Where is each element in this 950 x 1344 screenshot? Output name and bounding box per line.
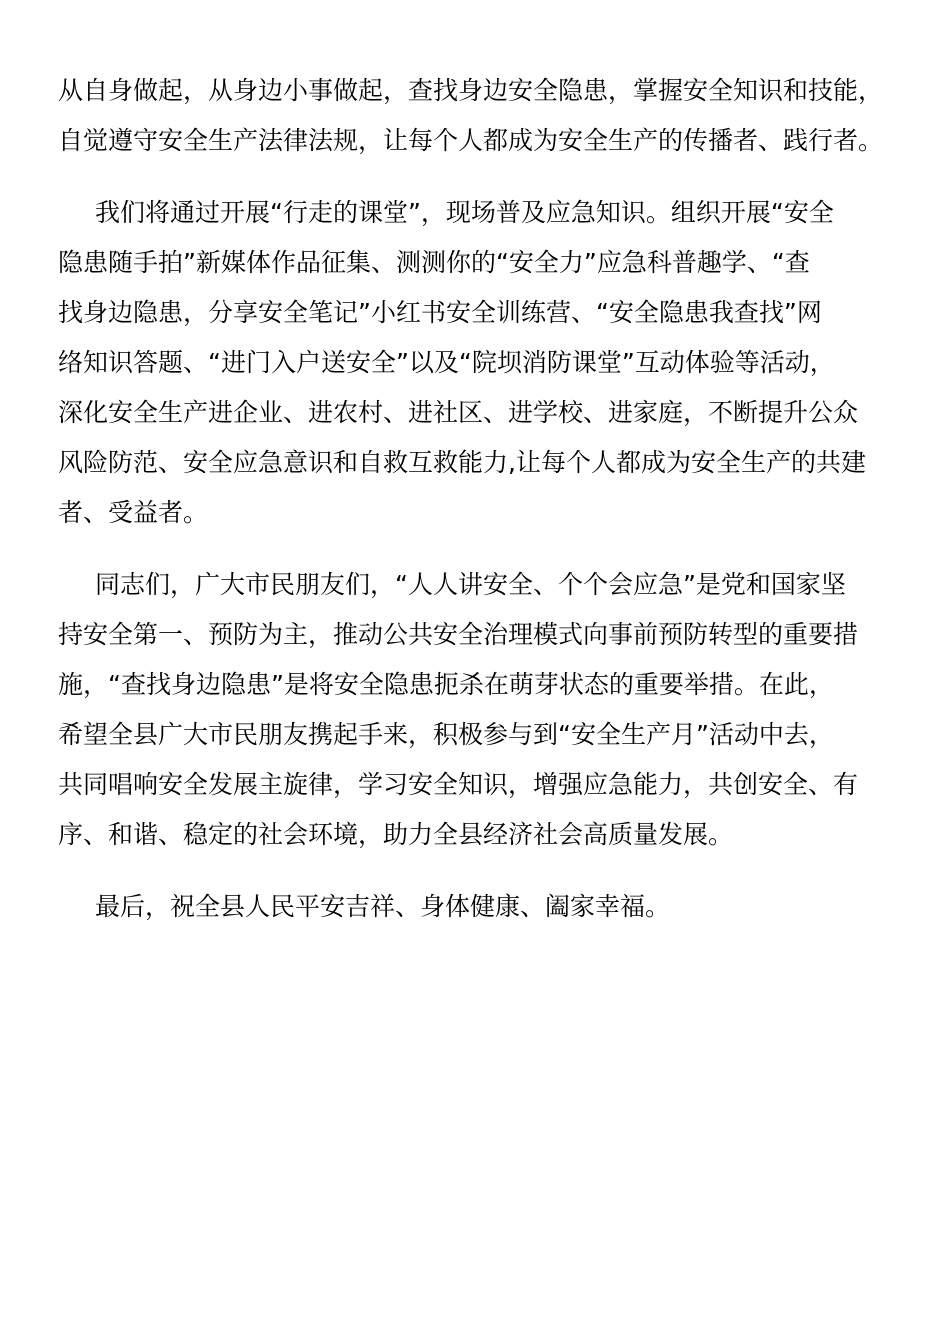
text-line: 从自身做起，从身边小事做起，查找身边安全隐患，掌握安全知识和技能， bbox=[58, 76, 884, 105]
text-line: 希望全县广大市民朋友携起手来，积极参与到“安全生产月”活动中去， bbox=[58, 720, 834, 749]
text-line: 者、受益者。 bbox=[58, 498, 209, 527]
text-line: 持安全第一、预防为主，推动公共安全治理模式向事前预防转型的重要措 bbox=[58, 620, 859, 649]
paragraph-continuation bbox=[58, 66, 898, 166]
text-line: 找身边隐患，分享安全笔记”小红书安全训练营、“安全隐患我查找”网 bbox=[58, 298, 822, 327]
text-line: 我们将通过开展“行走的课堂”，现场普及应急知识。组织开展“安全 bbox=[95, 198, 834, 227]
text-line: 施，“查找身边隐患”是将安全隐患扼杀在萌芽状态的重要举措。在此， bbox=[58, 670, 834, 699]
text-line: 隐患随手拍”新媒体作品征集、测测你的“安全力”应急科普趣学、“查 bbox=[58, 248, 810, 277]
text-line: 风险防范、安全应急意识和自救互救能力,让每个人都成为安全生产的共建 bbox=[58, 448, 866, 477]
text-line: 自觉遵守安全生产法律法规，让每个人都成为安全生产的传播者、践行者。 bbox=[58, 126, 884, 155]
text-line: 最后，祝全县人民平安吉祥、身体健康、阖家幸福。 bbox=[95, 892, 671, 921]
paragraph-closing bbox=[58, 882, 898, 932]
text-line: 序、和谐、稳定的社会环境，助力全县经济社会高质量发展。 bbox=[58, 820, 734, 849]
document-body bbox=[58, 66, 898, 932]
text-line: 同志们，广大市民朋友们，“人人讲安全、个个会应急”是党和国家坚 bbox=[95, 570, 846, 599]
paragraph-activities bbox=[58, 188, 898, 538]
text-line: 深化安全生产进企业、进农村、进社区、进学校、进家庭，不断提升公众 bbox=[58, 398, 859, 427]
text-line: 络知识答题、“进门入户送安全”以及“院坝消防课堂”互动体验等活动， bbox=[58, 348, 835, 377]
text-line: 共同唱响安全发展主旋律，学习安全知识，增强应急能力，共创安全、有 bbox=[58, 770, 859, 799]
paragraph-appeal bbox=[58, 560, 898, 860]
